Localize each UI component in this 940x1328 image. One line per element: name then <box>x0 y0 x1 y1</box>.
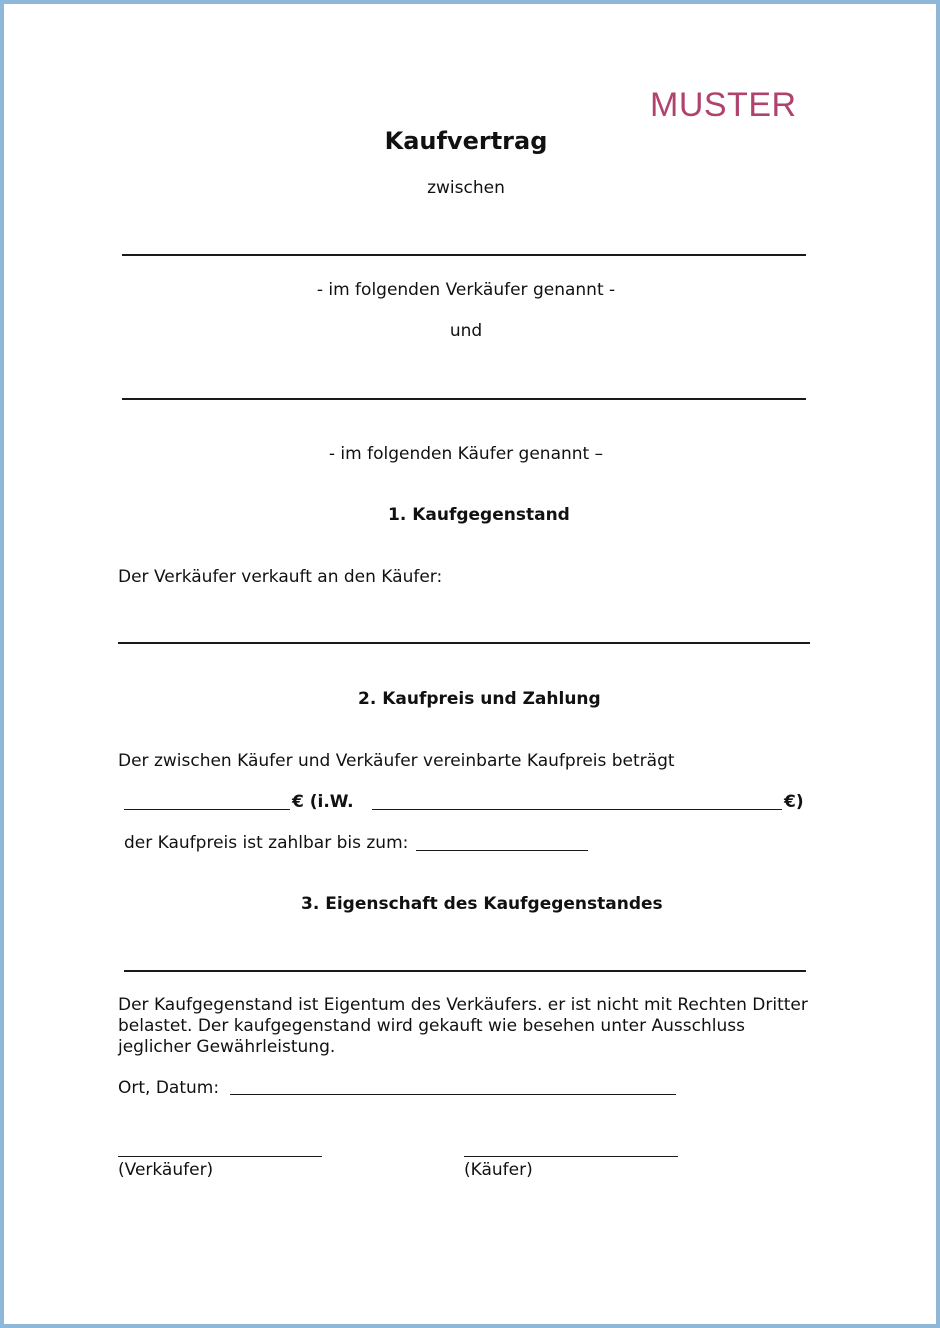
buyer-signature-line[interactable] <box>464 1156 678 1157</box>
seller-signature-label: (Verkäufer) <box>118 1160 214 1180</box>
seller-signature-line[interactable] <box>118 1156 322 1157</box>
section2-text: Der zwischen Käufer und Verkäufer vereinbarte Kaufpreis beträgt <box>118 751 675 771</box>
section3-line3: jeglicher Gewährleistung. <box>118 1037 336 1057</box>
section3-line2: belastet. Der kaufgegenstand wird gekauft wie besehen unter Ausschluss <box>118 1016 745 1036</box>
section3-heading: 3. Eigenschaft des Kaufgegenstandes <box>301 894 663 914</box>
price-close-label: €) <box>784 792 804 812</box>
section1-text: Der Verkäufer verkauft an den Käufer: <box>118 567 443 587</box>
seller-note: - im folgenden Verkäufer genannt - <box>316 280 616 300</box>
price-currency-label: € (i.W. <box>292 792 354 812</box>
purchase-object-line[interactable] <box>118 642 810 644</box>
document-title: Kaufvertrag <box>384 127 548 155</box>
price-in-words-line[interactable] <box>372 809 782 810</box>
section2-heading: 2. Kaufpreis und Zahlung <box>358 689 601 709</box>
place-date-label: Ort, Datum: <box>118 1078 220 1098</box>
section1-heading: 1. Kaufgegenstand <box>388 505 570 525</box>
between-text: zwischen <box>427 178 505 198</box>
buyer-note: - im folgenden Käufer genannt – <box>328 444 604 464</box>
seller-name-line[interactable] <box>122 254 806 256</box>
buyer-name-line[interactable] <box>122 398 806 400</box>
and-text: und <box>449 321 483 341</box>
property-line[interactable] <box>124 970 806 972</box>
section3-line1: Der Kaufgegenstand ist Eigentum des Verkäufers. er ist nicht mit Rechten Dritter <box>118 995 808 1015</box>
muster-stamp: MUSTER <box>650 86 797 124</box>
price-amount-line[interactable] <box>124 809 290 810</box>
buyer-signature-label: (Käufer) <box>464 1160 533 1180</box>
place-date-line[interactable] <box>230 1094 676 1095</box>
due-date-line[interactable] <box>416 850 588 851</box>
due-date-label: der Kaufpreis ist zahlbar bis zum: <box>124 833 409 853</box>
